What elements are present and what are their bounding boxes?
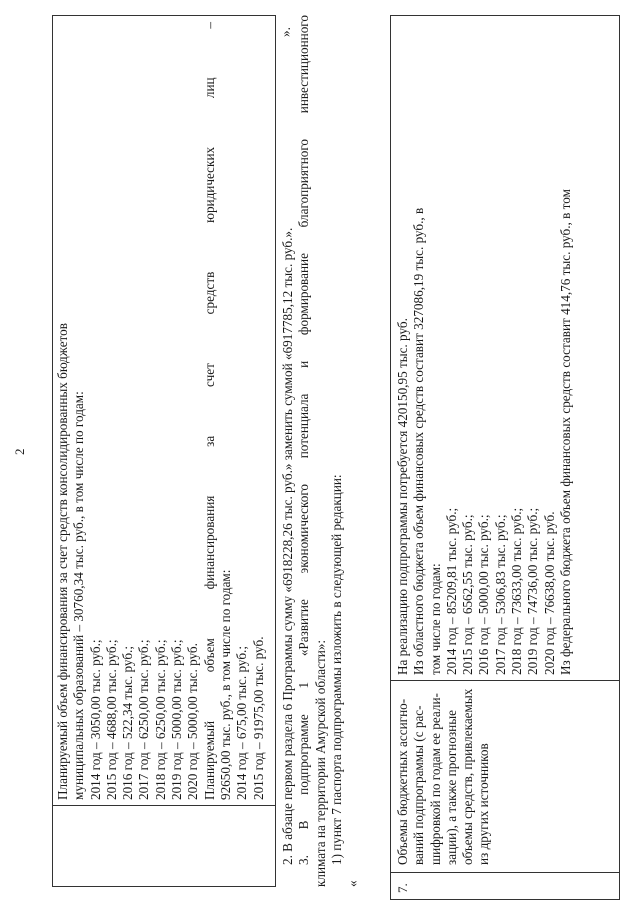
text-line: 2018 год – 6250,00 тыс. руб.; (152, 639, 168, 800)
legal-entities-line (202, 22, 218, 800)
word: формирование (296, 253, 312, 336)
text-line: 2019 год – 5000,00 тыс. руб.; (169, 639, 185, 800)
word: 1 (296, 681, 312, 689)
amendment-text (280, 15, 361, 887)
value-line: На реализацию подпрограммы потребуется 420150,95 тыс. руб. (395, 318, 410, 675)
text-line: 2015 год – 91975,00 тыс. руб. (250, 636, 266, 800)
value-line: том числе по годам: (427, 563, 443, 675)
text-line: муниципальных образований – 30760,34 тыс. руб., в том числе по годам: (71, 391, 87, 800)
text-line: 2014 год – 675,00 тыс. руб.; (234, 645, 250, 800)
label-line: объемы средств, привлекаемых (460, 688, 476, 865)
label-line: ваний подпрограммы (с рас- (411, 705, 427, 865)
value-line: 2014 год – 85209,81 тыс. руб.; (443, 507, 459, 675)
word: – (201, 22, 217, 29)
word: и (296, 360, 312, 368)
text-line: 2015 год – 4688,00 тыс. руб.; (103, 639, 119, 800)
value-line: 2016 год – 5000,00 тыс. руб.; (476, 514, 492, 675)
value-line: 2017 год – 5306,83 тыс. руб.; (492, 514, 508, 675)
item-2: 2. В абзаце первом раздела 6 Программы сумму «6918228,26 тыс. руб.» заменить суммой «6917785,12 тыс. руб.». (280, 227, 295, 865)
page-number: 2 (12, 448, 27, 455)
word: средств (201, 271, 217, 315)
item-3-1: 1) пункт 7 паспорта подпрограммы изложить в следующей редакции: (328, 474, 344, 865)
item-3-continuation: климата на территории Амурской области»: (312, 639, 328, 887)
value-line: 2015 год – 6562,55 тыс. руб.; (460, 514, 476, 675)
text-line: 92650,00 тыс. руб., в том числе по годам: (217, 569, 233, 800)
text-line: Планируемый объем финансирования за счет средств консолидированных бюджетов (55, 323, 70, 800)
text-line: 2017 год – 6250,00 тыс. руб.; (136, 639, 152, 800)
word: инвестиционного (296, 15, 312, 114)
label-line: зации), а также прогнозные (443, 710, 459, 865)
word: «Развитие (296, 599, 312, 657)
word: экономического (296, 484, 312, 574)
text-line: 2014 год – 3050,00 тыс. руб.; (87, 639, 103, 800)
label-line: Объемы бюджетных ассигно- (395, 698, 410, 865)
word: В (296, 820, 312, 830)
word: финансирования (201, 495, 217, 590)
closing-quote: ». (278, 27, 293, 37)
word: Планируемый (201, 720, 217, 800)
text-line: 2016 год – 522,34 тыс. руб.; (120, 645, 136, 800)
word: счет (201, 363, 217, 387)
word: юридических (201, 146, 217, 223)
word: благоприятного (296, 138, 312, 228)
top-table (52, 15, 276, 887)
bottom-table (390, 15, 620, 900)
row-value-cell (391, 16, 619, 681)
word: за (201, 435, 217, 447)
value-line: 2020 год – 76638,00 тыс. руб. (541, 511, 557, 675)
value-line: Из областного бюджета объем финансовых средств составит 327086,19 тыс. руб., в (411, 207, 427, 675)
word: объем (201, 638, 217, 673)
row-number: 7. (395, 883, 410, 893)
word: потенциала (296, 393, 312, 459)
word: 3. (296, 855, 312, 865)
financing-cell (53, 16, 275, 806)
word: подпрограмме (296, 714, 312, 795)
label-line: из других источников (476, 743, 492, 865)
value-line: 2019 год – 74736,00 тыс. руб.; (525, 507, 541, 675)
open-quote: « (345, 880, 361, 887)
item-3 (296, 15, 312, 887)
row-label-cell (391, 681, 619, 873)
value-line: 2018 год – 73633,00 тыс. руб.; (509, 507, 525, 675)
label-line: шифровкой по годам ее реали- (427, 693, 443, 865)
value-line: Из федерального бюджета объем финансовых средств составит 414,76 тыс. руб., в том (557, 189, 573, 675)
word: лиц (201, 77, 217, 99)
text-line: 2020 год – 5000,00 тыс. руб. (185, 643, 201, 800)
